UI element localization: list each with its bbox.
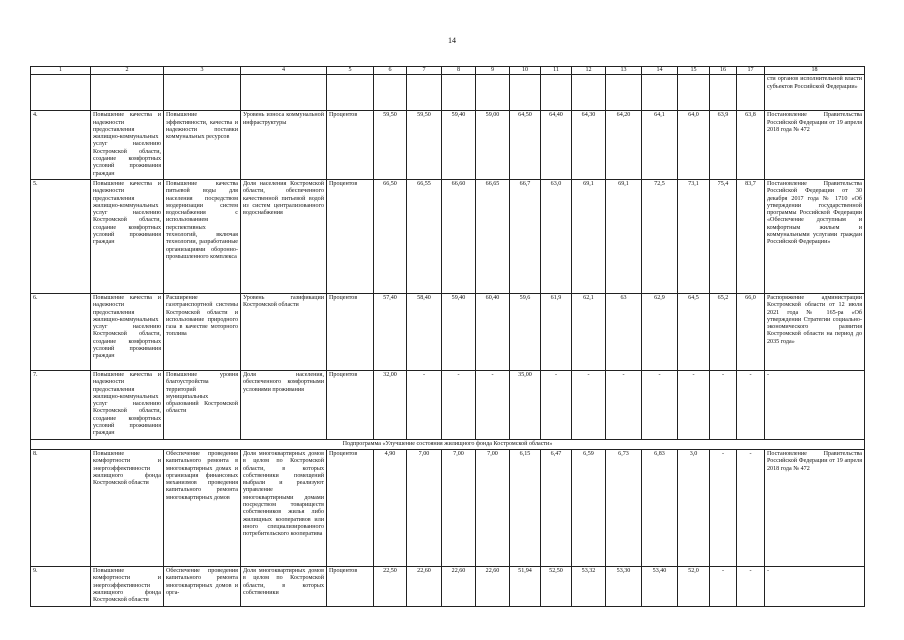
value-cell: 60,40 — [476, 293, 510, 370]
measure-cell: Повышение качества питьевой воды для населения посредством модернизации систем водоснабжения с использованием перспективных технологий, включая технологии, разработанные организациями оборонно-промышленного комплекса — [164, 179, 241, 293]
value-cell: 63,9 — [710, 111, 737, 180]
value-cell: 73,1 — [678, 179, 710, 293]
value-cell: - — [737, 370, 765, 439]
task-cell: Повышение качества и надежности предоставления жилищно-коммунальных услуг населению Костромской области, создание комфортных условий проживания граждан — [91, 293, 164, 370]
value-cell: 52,0 — [678, 566, 710, 606]
value-cell: 4,90 — [374, 449, 407, 566]
value-cell: 7,00 — [442, 449, 476, 566]
value-cell: - — [642, 370, 678, 439]
column-header: 9 — [476, 67, 510, 75]
value-cell: 22,60 — [476, 566, 510, 606]
value-cell: 69,1 — [606, 179, 642, 293]
value-cell: 6,59 — [572, 449, 606, 566]
continuation-row — [31, 75, 865, 111]
column-header: 12 — [572, 67, 606, 75]
column-header: 10 — [510, 67, 541, 75]
value-cell: 64,40 — [541, 111, 572, 180]
value-cell: 6,73 — [606, 449, 642, 566]
measure-cell: Повышение уровня благоустройства территорий муниципальных образований Костромской области — [164, 370, 241, 439]
continuation-basis-cell: сти органов исполнительной власти субъектов Российской Федерации» — [765, 75, 865, 111]
value-cell: 51,94 — [510, 566, 541, 606]
column-header: 14 — [642, 67, 678, 75]
table-row — [31, 566, 865, 606]
value-cell: 7,00 — [476, 449, 510, 566]
table-row — [31, 370, 865, 439]
value-cell: 58,40 — [407, 293, 442, 370]
value-cell: 64,1 — [642, 111, 678, 180]
column-header: 5 — [327, 67, 374, 75]
subprogram-title: Подпрограмма «Улучшение состояния жилищного фонда Костромской области» — [31, 439, 865, 449]
value-cell: 64,50 — [510, 111, 541, 180]
value-cell: 64,5 — [678, 293, 710, 370]
task-cell: Повышение качества и надежности предоставления жилищно-коммунальных услуг населению Костромской области, создание комфортных условий проживания граждан — [91, 111, 164, 180]
value-cell: - — [572, 370, 606, 439]
indicator-cell: Доля многоквартирных домов в целом по Костромской области, в которых собственники помещений выбрали и реализуют управление многоквартирными домами посредством товариществ собственников жилья либо жилищных кооперативов или иного специализированного потребительского кооператива — [241, 449, 327, 566]
value-cell: 59,40 — [442, 293, 476, 370]
column-number-row — [31, 67, 865, 75]
value-cell: - — [407, 370, 442, 439]
value-cell: 62,1 — [572, 293, 606, 370]
indicator-cell: Доля населения Костромской области, обеспеченного качественной питьевой водой из систем централизованного водоснабжения — [241, 179, 327, 293]
table-row — [31, 293, 865, 370]
value-cell: - — [541, 370, 572, 439]
value-cell: - — [606, 370, 642, 439]
indicator-cell: Уровень газификации Костромской области — [241, 293, 327, 370]
value-cell: - — [442, 370, 476, 439]
value-cell: 53,30 — [606, 566, 642, 606]
basis-cell: - — [765, 566, 865, 606]
basis-cell: Постановление Правительства Российской Федерации от 30 декабря 2017 года № 1710 «Об утверждении государственной программы Российской Федерации «Обеспечение доступным и комфортным жильем и коммунальными услугами граждан Российской Федерации» — [765, 179, 865, 293]
column-header: 11 — [541, 67, 572, 75]
value-cell: 35,00 — [510, 370, 541, 439]
indicator-cell: Доля населения, обеспеченного комфортными условиями проживания — [241, 370, 327, 439]
table-row — [31, 449, 865, 566]
basis-cell: Распоряжение администрации Костромской области от 12 июля 2021 года № 165-ра «Об утверждении Стратегии социально-экономического развития Костромской области на период до 2035 года» — [765, 293, 865, 370]
value-cell: 59,40 — [442, 111, 476, 180]
value-cell: 66,60 — [442, 179, 476, 293]
measure-cell: Обеспечение проведения капитального ремонта в многоквартирных домах и организация финансовых механизмов проведения капитального ремонта многоквартирных домов — [164, 449, 241, 566]
measure-cell: Расширение газотранспортной системы Костромской области и использование природного газа в качестве моторного топлива — [164, 293, 241, 370]
row-number-cell: 5. — [31, 179, 91, 293]
column-header: 17 — [737, 67, 765, 75]
value-cell: 53,32 — [572, 566, 606, 606]
column-header: 16 — [710, 67, 737, 75]
value-cell: - — [710, 370, 737, 439]
column-header: 8 — [442, 67, 476, 75]
unit-cell: Процентов — [327, 179, 374, 293]
value-cell: - — [476, 370, 510, 439]
value-cell: 22,60 — [442, 566, 476, 606]
value-cell: 6,47 — [541, 449, 572, 566]
value-cell: 64,0 — [678, 111, 710, 180]
value-cell: 32,00 — [374, 370, 407, 439]
value-cell: 22,60 — [407, 566, 442, 606]
unit-cell: Процентов — [327, 449, 374, 566]
value-cell: 83,7 — [737, 179, 765, 293]
basis-cell: - — [765, 370, 865, 439]
value-cell: 64,30 — [572, 111, 606, 180]
page-number: 14 — [448, 36, 456, 45]
basis-cell: Постановление Правительства Российской Федерации от 19 апреля 2018 года № 472 — [765, 111, 865, 180]
value-cell: 59,00 — [476, 111, 510, 180]
value-cell: 7,00 — [407, 449, 442, 566]
value-cell: - — [737, 566, 765, 606]
value-cell: 59,50 — [374, 111, 407, 180]
table-row — [31, 179, 865, 293]
unit-cell: Процентов — [327, 293, 374, 370]
row-number-cell: 4. — [31, 111, 91, 180]
value-cell: 57,40 — [374, 293, 407, 370]
subprogram-row — [31, 439, 865, 449]
row-number-cell: 8. — [31, 449, 91, 566]
table-row — [31, 111, 865, 180]
value-cell: - — [710, 566, 737, 606]
value-cell: 72,5 — [642, 179, 678, 293]
row-number-cell: 7. — [31, 370, 91, 439]
column-header: 2 — [91, 67, 164, 75]
value-cell: 75,4 — [710, 179, 737, 293]
measure-cell: Повышение эффективности, качества и надежности поставки коммунальных ресурсов — [164, 111, 241, 180]
column-header: 3 — [164, 67, 241, 75]
value-cell: 63,0 — [541, 179, 572, 293]
column-header: 4 — [241, 67, 327, 75]
value-cell: 69,1 — [572, 179, 606, 293]
value-cell: 66,0 — [737, 293, 765, 370]
row-number-cell: 9. — [31, 566, 91, 606]
value-cell: 61,9 — [541, 293, 572, 370]
unit-cell: Процентов — [327, 566, 374, 606]
value-cell: 6,15 — [510, 449, 541, 566]
indicator-cell: Уровень износа коммунальной инфраструктуры — [241, 111, 327, 180]
value-cell: 64,20 — [606, 111, 642, 180]
column-header: 13 — [606, 67, 642, 75]
value-cell: 59,50 — [407, 111, 442, 180]
row-number-cell: 6. — [31, 293, 91, 370]
value-cell: 66,65 — [476, 179, 510, 293]
value-cell: 63 — [606, 293, 642, 370]
task-cell: Повышение комфортности и энергоэффективности жилищного фонда Костромской области — [91, 449, 164, 566]
value-cell: 63,8 — [737, 111, 765, 180]
value-cell: - — [710, 449, 737, 566]
column-header: 7 — [407, 67, 442, 75]
task-cell: Повышение комфортности и энергоэффективности жилищного фонда Костромской области — [91, 566, 164, 606]
value-cell: 6,83 — [642, 449, 678, 566]
value-cell: 66,50 — [374, 179, 407, 293]
value-cell: 66,7 — [510, 179, 541, 293]
value-cell: - — [678, 370, 710, 439]
basis-cell: Постановление Правительства Российской Федерации от 19 апреля 2018 года № 472 — [765, 449, 865, 566]
value-cell: 3,0 — [678, 449, 710, 566]
column-header: 6 — [374, 67, 407, 75]
value-cell: 59,6 — [510, 293, 541, 370]
value-cell: 52,50 — [541, 566, 572, 606]
unit-cell: Процентов — [327, 111, 374, 180]
value-cell: 65,2 — [710, 293, 737, 370]
value-cell: 66,55 — [407, 179, 442, 293]
indicator-cell: Доля многоквартирных домов в целом по Костромской области, в которых собственники — [241, 566, 327, 606]
value-cell: - — [737, 449, 765, 566]
column-header: 15 — [678, 67, 710, 75]
value-cell: 62,9 — [642, 293, 678, 370]
unit-cell: Процентов — [327, 370, 374, 439]
measure-cell: Обеспечение проведения капитального ремонта многоквартирных домов и орга- — [164, 566, 241, 606]
indicators-table — [30, 66, 865, 607]
column-header: 18 — [765, 67, 865, 75]
task-cell: Повышение качества и надежности предоставления жилищно-коммунальных услуг населению Костромской области, создание комфортных условий проживания граждан — [91, 179, 164, 293]
value-cell: 22,50 — [374, 566, 407, 606]
task-cell: Повышение качества и надежности предоставления жилищно-коммунальных услуг населению Костромской области, создание комфортных условий проживания граждан — [91, 370, 164, 439]
column-header: 1 — [31, 67, 91, 75]
value-cell: 53,40 — [642, 566, 678, 606]
